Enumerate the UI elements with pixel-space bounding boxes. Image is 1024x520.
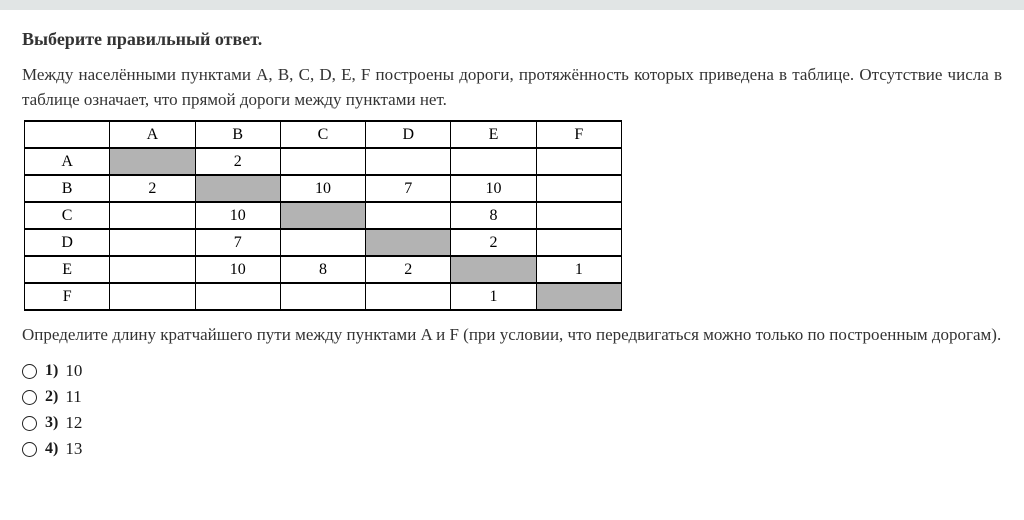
distance-cell <box>280 148 365 175</box>
option-label: 2) <box>45 388 59 405</box>
column-header: E <box>451 121 536 148</box>
radio-button[interactable] <box>22 390 37 405</box>
distance-cell: 10 <box>451 175 536 202</box>
column-header: C <box>280 121 365 148</box>
diagonal-cell <box>280 202 365 229</box>
distance-cell: 10 <box>280 175 365 202</box>
table-row <box>25 148 622 175</box>
row-header: C <box>25 202 110 229</box>
distance-cell <box>366 202 451 229</box>
column-header: B <box>195 121 280 148</box>
row-header: D <box>25 229 110 256</box>
option-label: 1) <box>45 362 59 379</box>
distance-cell: 1 <box>451 283 536 310</box>
distance-cell: 8 <box>280 256 365 283</box>
distance-cell: 2 <box>451 229 536 256</box>
option-value: 12 <box>65 413 83 432</box>
distance-cell: 2 <box>110 175 195 202</box>
distance-cell <box>536 148 621 175</box>
distance-cell: 1 <box>536 256 621 283</box>
option-value: 10 <box>65 361 83 380</box>
distance-table <box>24 120 622 311</box>
radio-button[interactable] <box>22 364 37 379</box>
answer-option-3[interactable] <box>22 410 1002 436</box>
option-label: 3) <box>45 414 59 431</box>
distance-cell: 2 <box>195 148 280 175</box>
distance-cell: 7 <box>195 229 280 256</box>
diagonal-cell <box>366 229 451 256</box>
question-panel <box>0 29 1024 462</box>
distance-cell: 10 <box>195 256 280 283</box>
row-header: B <box>25 175 110 202</box>
distance-cell: 10 <box>195 202 280 229</box>
distance-cell <box>366 283 451 310</box>
answer-options <box>22 358 1002 462</box>
answer-option-2[interactable] <box>22 384 1002 410</box>
option-value: 13 <box>65 439 83 458</box>
distance-cell <box>536 229 621 256</box>
row-header: F <box>25 283 110 310</box>
distance-cell <box>110 283 195 310</box>
option-label: 4) <box>45 440 59 457</box>
option-value: 11 <box>65 387 82 406</box>
distance-cell <box>451 148 536 175</box>
distance-cell <box>536 175 621 202</box>
diagonal-cell <box>536 283 621 310</box>
distance-cell <box>280 283 365 310</box>
diagonal-cell <box>110 148 195 175</box>
corner-cell <box>25 121 110 148</box>
radio-button[interactable] <box>22 416 37 431</box>
distance-cell <box>110 202 195 229</box>
column-header: D <box>366 121 451 148</box>
diagonal-cell <box>195 175 280 202</box>
table-row <box>25 256 622 283</box>
table-row <box>25 229 622 256</box>
distance-cell <box>195 283 280 310</box>
distance-cell: 8 <box>451 202 536 229</box>
distance-cell <box>280 229 365 256</box>
table-row <box>25 283 622 310</box>
question-prompt: Выберите правильный ответ. <box>22 29 263 49</box>
distance-cell <box>110 229 195 256</box>
diagonal-cell <box>451 256 536 283</box>
distance-cell <box>536 202 621 229</box>
top-bar <box>0 0 1024 10</box>
row-header: A <box>25 148 110 175</box>
column-header: A <box>110 121 195 148</box>
radio-button[interactable] <box>22 442 37 457</box>
answer-option-4[interactable] <box>22 436 1002 462</box>
question-task: Определите длину кратчайшего пути между пунктами A и F (при условии, что передвигаться можно только по построенным дорогам). <box>22 325 1002 344</box>
table-row <box>25 202 622 229</box>
distance-cell: 7 <box>366 175 451 202</box>
table-header-row <box>25 121 622 148</box>
answer-option-1[interactable] <box>22 358 1002 384</box>
distance-cell <box>110 256 195 283</box>
question-intro: Между населёнными пунктами A, B, C, D, E, F построены дороги, протяжённость которых приведена в таблице. Отсутствие числа в таблице означает, что прямой дороги между пунктами нет. <box>22 65 1002 109</box>
table-row <box>25 175 622 202</box>
row-header: E <box>25 256 110 283</box>
distance-cell: 2 <box>366 256 451 283</box>
column-header: F <box>536 121 621 148</box>
distance-cell <box>366 148 451 175</box>
